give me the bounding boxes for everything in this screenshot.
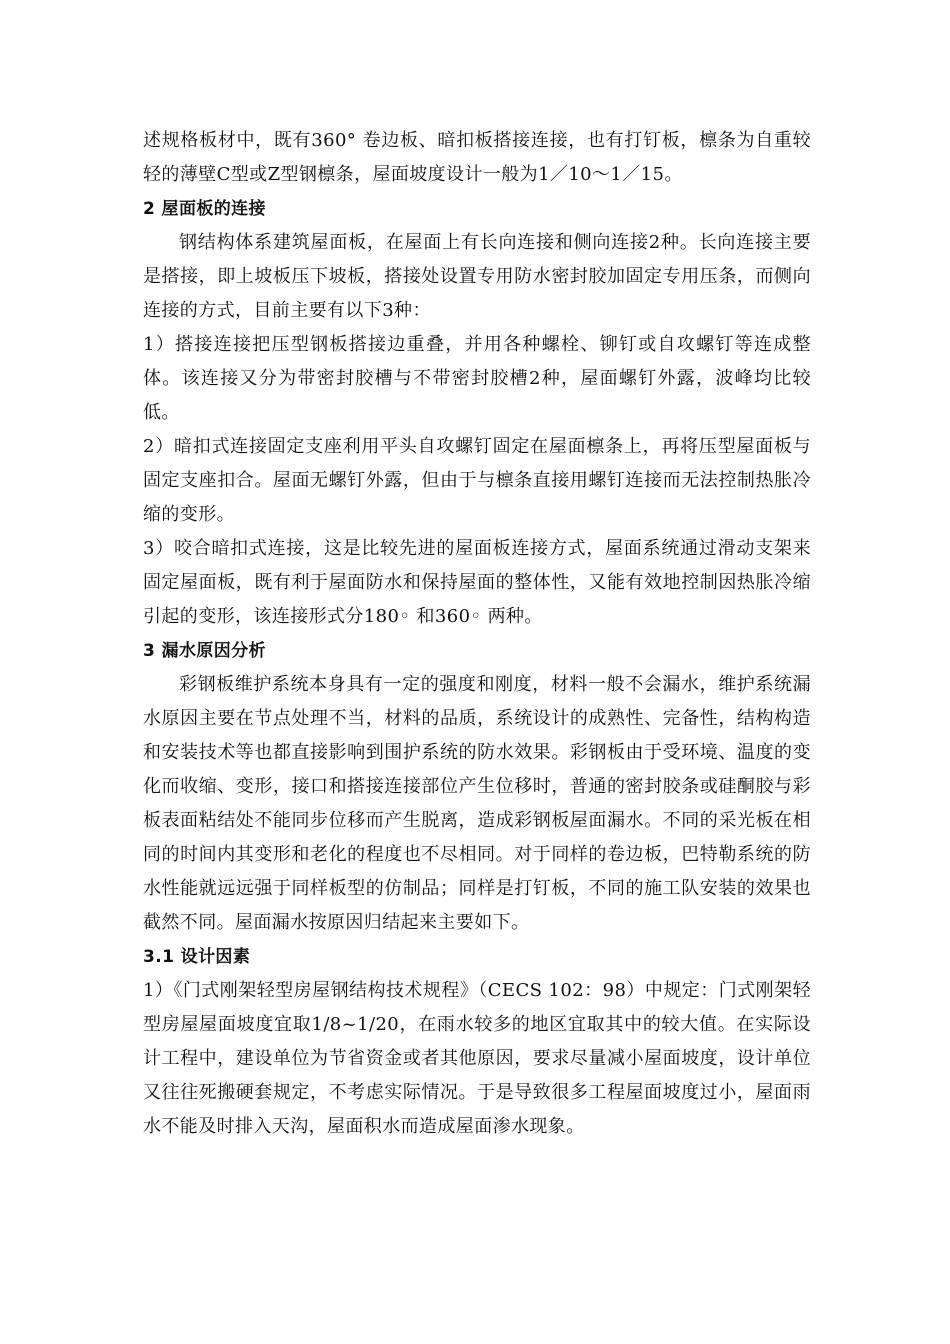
paragraph-continued: 述规格板材中，既有360° 卷边板、暗扣板搭接连接，也有打钉板，檩条为自重较轻的薄壁C型或Z型钢檩条，屋面坡度设计一般为1／10～1／15。 [143,130,811,185]
document-page [143,124,811,1144]
section-heading-3-1: 3.1 设计因素 [143,947,251,967]
list-item-2: 2）暗扣式连接固定支座利用平头自攻螺钉固定在屋面檩条上，再将压型屋面板与固定支座扣合。屋面无螺钉外露，但由于与檩条直接用螺钉连接而无法控制热胀冷缩的变形。 [143,436,811,525]
section-heading-2: 2 屋面板的连接 [143,199,266,219]
section-heading-3: 3 漏水原因分析 [143,641,266,661]
list-item-3: 3）咬合暗扣式连接，这是比较先进的屋面板连接方式，屋面系统通过滑动支架来固定屋面板，既有利于屋面防水和保持屋面的整体性，又能有效地控制因热胀冷缩引起的变形，该连接形式分180◦ 和360◦ 两种。 [143,538,811,627]
list-item-1: 1）搭接连接把压型钢板搭接边重叠，并用各种螺栓、铆钉或自攻螺钉等连成整体。该连接又分为带密封胶槽与不带密封胶槽2种，屋面螺钉外露，波峰均比较低。 [143,334,811,423]
paragraph-leak-analysis: 彩钢板维护系统本身具有一定的强度和刚度，材料一般不会漏水，维护系统漏水原因主要在节点处理不当，材料的品质，系统设计的成熟性、完备性，结构构造和安装技术等也都直接影响到围护系统的防水效果。彩钢板由于受环境、温度的变化而收缩、变形，接口和搭接连接部位产生位移时，普通的密封胶条或硅酮胶与彩板表面粘结处不能同步位移而产生脱离，造成彩钢板屋面漏水。不同的采光板在相同的时间内其变形和老化的程度也不尽相同。对于同样的卷边板，巴特勒系统的防水性能就远远强于同样板型的仿制品；同样是打钉板，不同的施工队安装的效果也截然不同。屋面漏水按原因归结起来主要如下。 [143,674,811,933]
paragraph-design-factors: 1）《门式刚架轻型房屋钢结构技术规程》（CECS 102：98）中规定：门式刚架轻型房屋屋面坡度宜取1/8~1/20，在雨水较多的地区宜取其中的较大值。在实际设计工程中，建设单位为节省资金或者其他原因，要求尽量减小屋面坡度，设计单位又往往死搬硬套规定，不考虑实际情况。于是导致很多工程屋面坡度过小，屋面雨水不能及时排入天沟，屋面积水而造成屋面渗水现象。 [143,980,811,1137]
paragraph-roof-panel-connection: 钢结构体系建筑屋面板，在屋面上有长向连接和侧向连接2种。长向连接主要是搭接，即上坡板压下坡板，搭接处设置专用防水密封胶加固定专用压条，而侧向连接的方式，目前主要有以下3种： [143,232,811,321]
